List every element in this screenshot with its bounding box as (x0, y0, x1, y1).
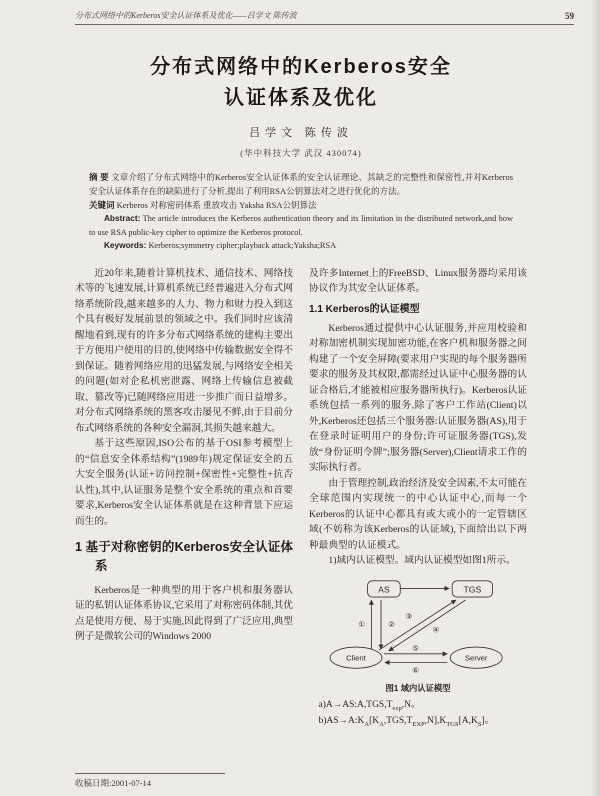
paragraph: 及许多Internet上的FreeBSD、Linux服务器均采用该协议作为其安全认证体系。 (309, 267, 527, 295)
tgs-client-arrow (388, 600, 465, 651)
formula-text: b)AS→A:K (318, 715, 365, 726)
figure-caption: 图1 域内认证模型 (385, 683, 451, 694)
formula-text: [K (369, 715, 380, 726)
arrow-label-4: ④ (431, 625, 439, 635)
kerberos-domain-diagram (316, 575, 521, 675)
left-column (75, 266, 293, 730)
abstract-text-en: The article introduces the Kerberos authentication theory and its limitation in the distributed network,and how to use RSA public-key cipher to optimize the Kerberos protocol. (89, 214, 513, 237)
abstract-block (89, 171, 513, 253)
abstract-en (89, 212, 513, 239)
formula-sub: A (364, 720, 370, 728)
keywords-cn (89, 199, 513, 213)
figure-1 (309, 575, 527, 696)
formula-text: ,N。 (401, 699, 421, 710)
keywords-text-cn: Kerberos 对称密码体系 重放攻击 Yaksha RSA公钥算法 (116, 199, 317, 210)
keywords-en (89, 239, 513, 252)
page-number: 59 (565, 11, 574, 21)
paragraph: 近20年来,随着计算机技术、通信技术、网络技术等的飞速发展,计算机系统已经普遍进入分布式网络系统阶段,越来越多的人力、物力和财力投入到这个具有极好发展前景的领域之中。我们同时应该清醒地看到,现有的许多分布式网络系统的建构主要出于方便用户使用的目的,使网络中传输数据安全得不到保证。随着网络应用的迅猛发展,与网络安全相关的问题(如对企私机密泄露、网络上传输信息被截取、篡改等)已随网络应用进一步推广而日益增多。对分布式网络系统的黑客攻击屡见不鲜,由于目前分布式网络系统的各种安全漏洞,其损失越来越大。 (75, 267, 293, 434)
footer-rule (75, 773, 225, 774)
keywords-label-cn: 关键词 (89, 199, 115, 210)
formula-text: a)A→AS:A,TGS,T (318, 699, 393, 710)
article-title (75, 52, 527, 114)
arrow-label-3: ③ (404, 612, 412, 622)
formula-sub: A (379, 720, 384, 728)
formula-text: ,N],K (424, 715, 447, 726)
received-date: 收稿日期:2001-07-14 (75, 778, 152, 788)
paragraph: 1)域内认证模型。域内认证模型如图1所示。 (328, 555, 516, 567)
formula-text: ]。 (481, 715, 495, 726)
formula-sub: TGS (446, 720, 459, 728)
right-column (309, 266, 527, 730)
section-heading-1-1: 1.1 Kerberos的认证模型 (309, 303, 420, 315)
paragraph: Kerberos通过提供中心认证服务,并应用校验和对称加密机制实现加密功能,在客户机和服务器之间构建了一个安全屏障(要求用户实现的每个服务器所要求的服务及其权限,都需经过认证中心服务器的认证合格后,才能被相应服务器所执行)。Kerberos认证系统包括一系列的服务,除了客户工作站(Client)以外,Kerberos还包括三个服务器:认证服务器(AS),用于在登录时证明用户的身份;许可证服务器(TGS),发放“身份证明令牌”;服务器(Server),Client请求工作的实际执行者。 (309, 322, 527, 474)
arrow-label-5: ⑤ (411, 643, 419, 653)
arrow-label-6: ⑥ (411, 665, 419, 675)
as-node-label: AS (377, 584, 390, 595)
paragraph: 基于这些原因,ISO公布的基于OSI参考模型上的“信息安全体系结构”(1989年)规定保证安全的五大安全服务(认证+访问控制+保密性+完整性+抗否认性),其中,认证服务是整个安全系统的重点和首要要求,Kerberos安全认证体系就是在这种背景下应运而生的。 (75, 438, 293, 527)
abstract-text-cn: 文章介绍了分布式网络中的Kerberos安全认证体系的安全认证理论、其缺乏的完整性和保密性,并对Kerberos安全认证体系存在的缺陷进行了分析,提出了利用RSA公钥算法对之进行优化的方法。 (89, 172, 514, 196)
formula-a (309, 698, 527, 714)
keywords-label-en: Keywords: (103, 240, 147, 251)
keywords-text-en: Kerberos;symmetry cipher;playback attack;Yaksha;RSA (148, 241, 337, 251)
abstract-label-en: Abstract: (103, 213, 141, 224)
formula-sub: EXP (412, 720, 425, 728)
section-heading-1: 1 基于对称密钥的Kerberos安全认证体系 (75, 540, 293, 574)
body-columns (75, 266, 527, 730)
footer (75, 773, 225, 789)
formula-text: ,TGS,T (383, 715, 413, 726)
formula-sub: S (477, 720, 482, 728)
formula-b (309, 714, 527, 730)
affiliation: (华中科技大学 武汉 430074) (240, 148, 362, 158)
formula-text: [A,K (458, 715, 478, 726)
tgs-node-label: TGS (462, 584, 481, 595)
abstract-cn (89, 171, 513, 199)
client-node-label: Client (345, 653, 366, 663)
article-title-line1: 分布式网络中的Kerberos安全 (150, 56, 452, 78)
authors: 吕学文 陈传波 (249, 127, 353, 139)
server-node-label: Server (464, 653, 488, 663)
abstract-label-cn: 摘 要 (89, 172, 109, 182)
formula-sub: exp (392, 704, 402, 712)
running-head (75, 10, 574, 25)
paragraph: Kerberos是一种典型的用于客户机和服务器认证的私钥认证体系协议,它采用了对称密码体制,其优点是使用方便、易于实施,因此得到了广泛应用,典型例子是微软公司的Windows 2000 (75, 584, 293, 643)
article-title-line2: 认证体系及优化 (224, 87, 378, 109)
arrow-label-2: ② (387, 619, 395, 629)
paragraph: 由于管理控制,政治经济及安全因素,不太可能在全球范围内实现统一的中心认证中心,而每一个Kerberos的认证中心都具有或大或小的一定管辖区域(不妨称为该Kerberos的认证域),下面给出以下两种最典型的认证模式。 (309, 477, 527, 551)
page-content (75, 30, 527, 730)
running-title: 分布式网络中的Kerberos安全认证体系及优化——吕学文 陈传波 (75, 11, 297, 20)
arrow-label-1: ① (357, 619, 365, 629)
